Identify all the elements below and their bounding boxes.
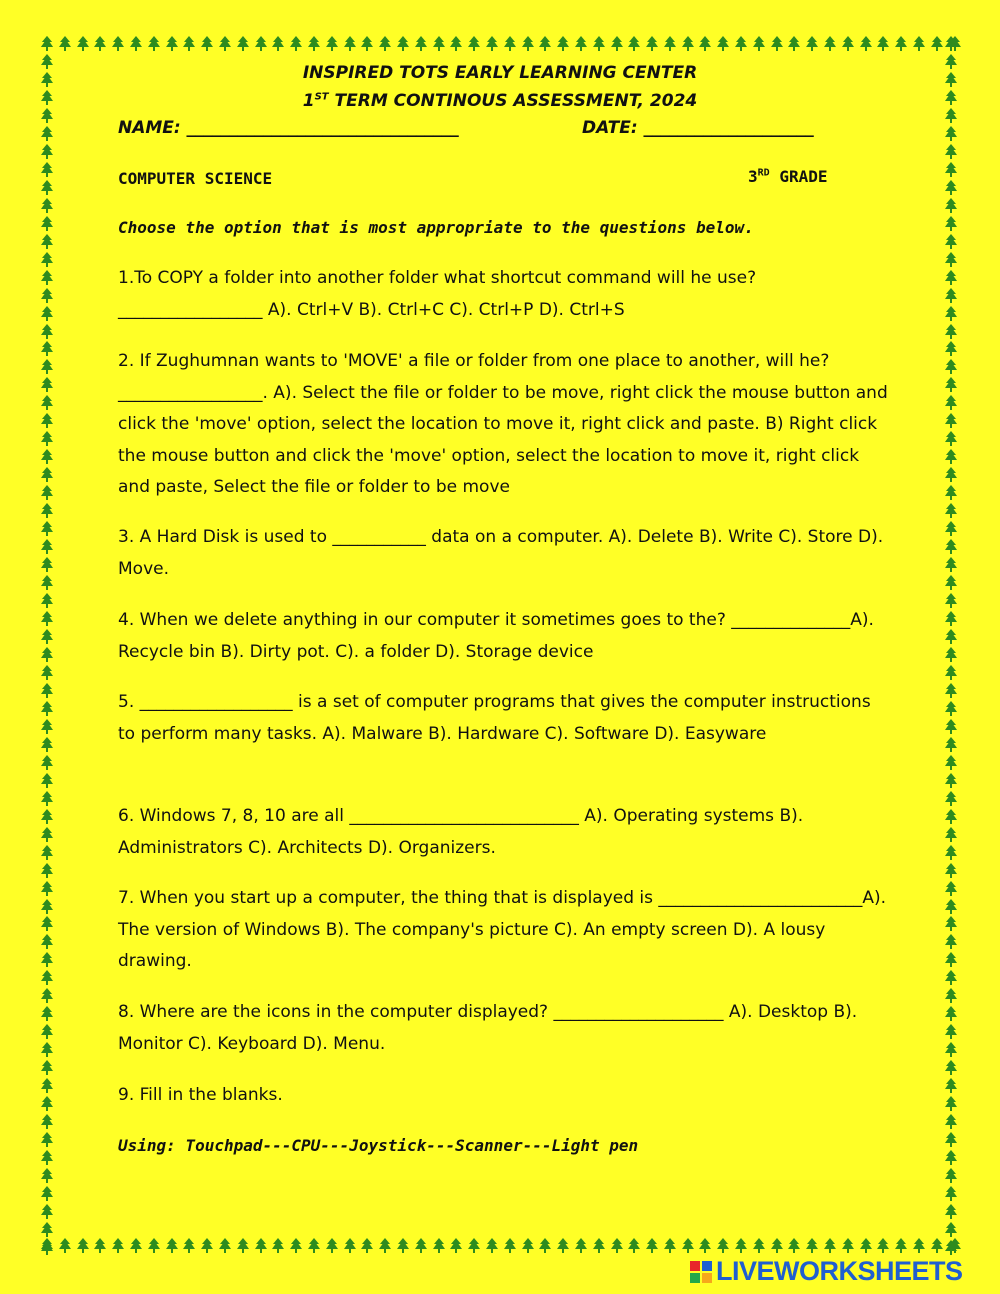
tree-icon <box>325 1238 339 1256</box>
tree-icon <box>360 36 374 54</box>
tree-icon <box>40 827 58 843</box>
tree-icon <box>485 1238 499 1256</box>
tree-icon <box>76 36 90 54</box>
tree-icon <box>944 288 962 304</box>
tree-icon <box>40 683 58 699</box>
tree-icon <box>40 270 58 286</box>
tree-icon <box>289 36 303 54</box>
tree-icon <box>485 36 499 54</box>
border-left <box>40 36 58 1256</box>
question-6: 6. Windows 7, 8, 10 are all ___________________________ A). Operating systems B). Administrators C). Architects D). Organizers. <box>118 806 804 858</box>
tree-icon <box>944 809 962 825</box>
tree-icon <box>40 1006 58 1022</box>
question-7: 7. When you start up a computer, the thing that is displayed is ________________________A). The version of Windows B). The company's picture C). An empty screen D). A lousy drawing. <box>118 888 887 971</box>
tree-icon <box>930 1238 944 1256</box>
tree-icon <box>40 557 58 573</box>
tree-icon <box>944 1240 962 1256</box>
tree-icon <box>627 36 641 54</box>
tree-icon <box>894 36 908 54</box>
tree-icon <box>681 36 695 54</box>
tree-icon <box>944 970 962 986</box>
tree-icon <box>805 1238 819 1256</box>
tree-icon <box>40 144 58 160</box>
tree-icon <box>944 934 962 950</box>
tree-icon <box>147 1238 161 1256</box>
tree-icon <box>698 1238 712 1256</box>
word-bank: Using: Touchpad---CPU---Joystick---Scanner---Light pen <box>118 1136 639 1155</box>
tree-icon <box>944 485 962 501</box>
tree-icon <box>894 1238 908 1256</box>
tree-icon <box>40 1222 58 1238</box>
tree-icon <box>58 36 72 54</box>
tree-icon <box>944 1096 962 1112</box>
tree-icon <box>944 575 962 591</box>
tree-icon <box>944 647 962 663</box>
tree-icon <box>378 36 392 54</box>
tree-icon <box>40 809 58 825</box>
tree-icon <box>574 36 588 54</box>
tree-icon <box>129 36 143 54</box>
tree-icon <box>40 485 58 501</box>
tree-icon <box>40 359 58 375</box>
tree-icon <box>944 36 962 52</box>
tree-icon <box>841 36 855 54</box>
tree-icon <box>944 306 962 322</box>
tree-icon <box>944 1078 962 1094</box>
tree-icon <box>944 395 962 411</box>
tree-icon <box>40 126 58 142</box>
tree-icon <box>40 1060 58 1076</box>
tree-icon <box>40 970 58 986</box>
tree-icon <box>944 1222 962 1238</box>
tree-icon <box>944 198 962 214</box>
tree-icon <box>165 1238 179 1256</box>
tree-icon <box>414 36 428 54</box>
question-4: 4. When we delete anything in our computer it sometimes goes to the? ______________A). Recycle bin B). Dirty pot. C). a folder D). Storage device <box>118 610 874 662</box>
tree-icon <box>40 575 58 591</box>
tree-icon <box>944 683 962 699</box>
tree-icon <box>944 952 962 968</box>
term-title: 1ST TERM CONTINOUS ASSESSMENT, 2024 <box>302 91 698 111</box>
tree-icon <box>307 36 321 54</box>
tree-icon <box>944 827 962 843</box>
tree-icon <box>805 36 819 54</box>
tree-icon <box>40 162 58 178</box>
tree-icon <box>944 449 962 465</box>
tree-icon <box>841 1238 855 1256</box>
tree-icon <box>944 162 962 178</box>
tree-icon <box>944 503 962 519</box>
question-3: 3. A Hard Disk is used to ___________ data on a computer. A). Delete B). Write C). Store D). Move. <box>118 527 884 579</box>
tree-icon <box>40 341 58 357</box>
tree-icon <box>343 1238 357 1256</box>
tree-icon <box>40 647 58 663</box>
tree-icon <box>93 1238 107 1256</box>
tree-icon <box>823 36 837 54</box>
tree-icon <box>200 1238 214 1256</box>
liveworksheets-logo[interactable] <box>690 1256 963 1287</box>
tree-icon <box>944 1150 962 1166</box>
tree-icon <box>40 665 58 681</box>
tree-icon <box>40 988 58 1004</box>
tree-icon <box>503 36 517 54</box>
tree-icon <box>40 934 58 950</box>
tree-icon <box>787 1238 801 1256</box>
tree-icon <box>912 36 926 54</box>
tree-icon <box>944 1042 962 1058</box>
tree-icon <box>40 377 58 393</box>
tree-icon <box>944 1168 962 1184</box>
tree-icon <box>944 216 962 232</box>
tree-icon <box>716 36 730 54</box>
tree-icon <box>40 629 58 645</box>
tree-icon <box>944 988 962 1004</box>
tree-icon <box>40 449 58 465</box>
tree-icon <box>944 377 962 393</box>
tree-icon <box>40 1132 58 1148</box>
tree-icon <box>698 36 712 54</box>
tree-icon <box>823 1238 837 1256</box>
tree-icon <box>944 719 962 735</box>
tree-icon <box>414 1238 428 1256</box>
tree-icon <box>76 1238 90 1256</box>
tree-icon <box>432 36 446 54</box>
tree-icon <box>944 521 962 537</box>
tree-icon <box>40 701 58 717</box>
tree-icon <box>930 36 944 54</box>
question-8: 8. Where are the icons in the computer displayed? ____________________ A). Desktop B). Monitor C). Keyboard D). Menu. <box>118 1002 858 1054</box>
tree-icon <box>467 1238 481 1256</box>
tree-icon <box>859 1238 873 1256</box>
tree-icon <box>40 324 58 340</box>
tree-icon <box>944 881 962 897</box>
tree-icon <box>40 755 58 771</box>
tree-icon <box>325 36 339 54</box>
tree-icon <box>147 36 161 54</box>
tree-icon <box>663 1238 677 1256</box>
question-2: 2. If Zughumnan wants to 'MOVE' a file or folder from one place to another, will he? _________________. A). Select the file or folder to be move, right click the mouse button and click the 'move' option, select the location to move it, right click and paste. B) Right click the mouse button and click the 'move' option, select the location to move it, right click and paste, Select the file or folder to be move <box>118 351 888 497</box>
tree-icon <box>912 1238 926 1256</box>
tree-icon <box>944 359 962 375</box>
tree-icon <box>449 36 463 54</box>
tree-icon <box>218 36 232 54</box>
tree-icon <box>944 1006 962 1022</box>
school-name: INSPIRED TOTS EARLY LEARNING CENTER <box>302 63 698 83</box>
tree-icon <box>307 1238 321 1256</box>
tree-icon <box>592 1238 606 1256</box>
tree-icon <box>716 1238 730 1256</box>
tree-icon <box>432 1238 446 1256</box>
tree-icon <box>236 36 250 54</box>
tree-icon <box>40 1024 58 1040</box>
tree-icon <box>944 180 962 196</box>
tree-icon <box>40 1150 58 1166</box>
tree-icon <box>236 1238 250 1256</box>
tree-icon <box>40 413 58 429</box>
tree-icon <box>40 719 58 735</box>
tree-icon <box>944 863 962 879</box>
question-5: 5. __________________ is a set of computer programs that gives the computer instructions to perform many tasks. A). Malware B). Hardware C). Software D). Easyware <box>118 692 871 744</box>
tree-icon <box>944 701 962 717</box>
tree-icon <box>271 1238 285 1256</box>
tree-icon <box>944 144 962 160</box>
tree-icon <box>944 791 962 807</box>
tree-icon <box>944 1024 962 1040</box>
tree-icon <box>944 1132 962 1148</box>
tree-icon <box>538 36 552 54</box>
tree-icon <box>944 1186 962 1202</box>
tree-icon <box>40 198 58 214</box>
instruction-text: Choose the option that is most appropriate to the questions below. <box>118 218 754 237</box>
tree-icon <box>254 1238 268 1256</box>
tree-icon <box>876 1238 890 1256</box>
tree-icon <box>681 1238 695 1256</box>
tree-icon <box>876 36 890 54</box>
tree-icon <box>944 611 962 627</box>
border-bottom <box>40 1238 962 1256</box>
tree-icon <box>40 1042 58 1058</box>
tree-icon <box>40 1204 58 1220</box>
tree-icon <box>218 1238 232 1256</box>
tree-icon <box>592 36 606 54</box>
tree-icon <box>787 36 801 54</box>
tree-icon <box>944 413 962 429</box>
tree-icon <box>944 737 962 753</box>
tree-icon <box>944 539 962 555</box>
name-field: NAME: ________________________________ <box>118 118 459 138</box>
tree-icon <box>40 216 58 232</box>
tree-icon <box>610 1238 624 1256</box>
tree-icon <box>40 1186 58 1202</box>
question-9: 9. Fill in the blanks. <box>118 1085 283 1105</box>
tree-icon <box>574 1238 588 1256</box>
tree-icon <box>467 36 481 54</box>
tree-icon <box>944 1204 962 1220</box>
tree-icon <box>40 881 58 897</box>
tree-icon <box>40 863 58 879</box>
tree-icon <box>40 773 58 789</box>
tree-icon <box>40 791 58 807</box>
tree-icon <box>200 36 214 54</box>
tree-icon <box>40 1078 58 1094</box>
grade-label: 3RD GRADE <box>748 167 828 186</box>
tree-icon <box>770 1238 784 1256</box>
tree-icon <box>360 1238 374 1256</box>
tree-icon <box>40 593 58 609</box>
tree-icon <box>40 737 58 753</box>
tree-icon <box>58 1238 72 1256</box>
tree-icon <box>521 1238 535 1256</box>
tree-icon <box>944 899 962 915</box>
tree-icon <box>944 665 962 681</box>
tree-icon <box>396 36 410 54</box>
tree-icon <box>165 36 179 54</box>
tree-icon <box>111 1238 125 1256</box>
tree-icon <box>182 1238 196 1256</box>
tree-icon <box>944 126 962 142</box>
tree-icon <box>944 1060 962 1076</box>
tree-icon <box>610 36 624 54</box>
tree-icon <box>752 36 766 54</box>
subject-label: COMPUTER SCIENCE <box>118 169 273 188</box>
tree-icon <box>40 180 58 196</box>
tree-icon <box>944 341 962 357</box>
tree-icon <box>40 234 58 250</box>
tree-icon <box>40 252 58 268</box>
tree-icon <box>663 36 677 54</box>
tree-icon <box>271 36 285 54</box>
tree-icon <box>40 306 58 322</box>
tree-icon <box>40 503 58 519</box>
tree-icon <box>944 270 962 286</box>
border-right <box>944 36 962 1256</box>
date-field: DATE: ____________________ <box>582 118 814 138</box>
tree-icon <box>40 1168 58 1184</box>
tree-icon <box>734 36 748 54</box>
tree-icon <box>343 36 357 54</box>
tree-icon <box>40 467 58 483</box>
tree-icon <box>40 611 58 627</box>
tree-icon <box>859 36 873 54</box>
tree-icon <box>944 916 962 932</box>
tree-icon <box>556 1238 570 1256</box>
tree-icon <box>944 557 962 573</box>
tree-icon <box>944 467 962 483</box>
border-top <box>40 36 962 54</box>
tree-icon <box>944 845 962 861</box>
tree-icon <box>752 1238 766 1256</box>
tree-icon <box>944 755 962 771</box>
tree-icon <box>770 36 784 54</box>
tree-icon <box>40 899 58 915</box>
tree-icon <box>40 539 58 555</box>
tree-icon <box>129 1238 143 1256</box>
tree-icon <box>503 1238 517 1256</box>
tree-icon <box>40 845 58 861</box>
tree-icon <box>40 1240 58 1256</box>
tree-icon <box>627 1238 641 1256</box>
tree-icon <box>396 1238 410 1256</box>
tree-icon <box>521 36 535 54</box>
tree-icon <box>645 1238 659 1256</box>
tree-icon <box>111 36 125 54</box>
tree-icon <box>40 288 58 304</box>
tree-icon <box>289 1238 303 1256</box>
tree-icon <box>40 1096 58 1112</box>
tree-icon <box>449 1238 463 1256</box>
tree-icon <box>944 252 962 268</box>
tree-icon <box>93 36 107 54</box>
logo-blocks-icon <box>690 1261 712 1283</box>
tree-icon <box>944 1114 962 1130</box>
tree-icon <box>645 36 659 54</box>
tree-icon <box>254 36 268 54</box>
tree-icon <box>40 395 58 411</box>
tree-icon <box>556 36 570 54</box>
question-1: 1.To COPY a folder into another folder what shortcut command will he use? _________________ A). Ctrl+V B). Ctrl+C C). Ctrl+P D). Ctrl+S <box>118 268 757 320</box>
tree-icon <box>944 593 962 609</box>
tree-icon <box>40 521 58 537</box>
tree-icon <box>40 952 58 968</box>
tree-icon <box>944 431 962 447</box>
tree-icon <box>378 1238 392 1256</box>
tree-icon <box>944 324 962 340</box>
tree-icon <box>944 629 962 645</box>
tree-icon <box>734 1238 748 1256</box>
tree-icon <box>944 234 962 250</box>
tree-icon <box>40 36 58 52</box>
tree-icon <box>538 1238 552 1256</box>
tree-icon <box>182 36 196 54</box>
tree-icon <box>40 916 58 932</box>
tree-icon <box>40 1114 58 1130</box>
tree-icon <box>944 773 962 789</box>
tree-icon <box>40 431 58 447</box>
logo-text: LIVEWORKSHEETS <box>716 1256 963 1286</box>
